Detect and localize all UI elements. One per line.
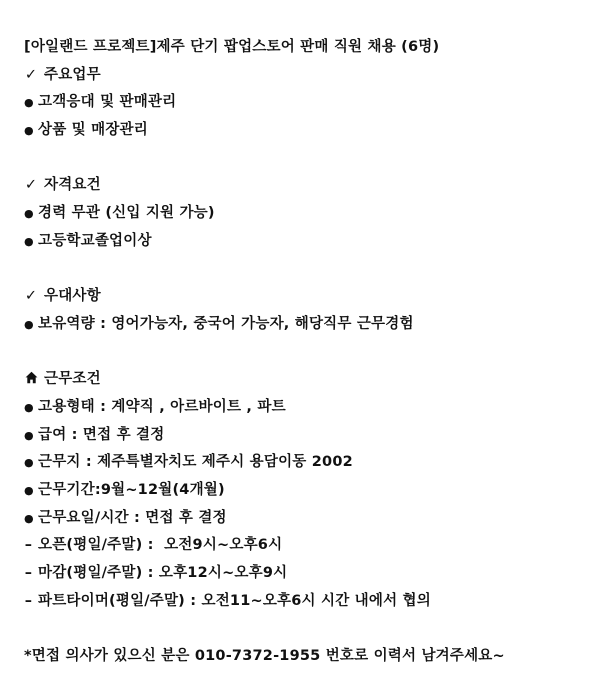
list-item-text: 고용형태 : 계약직 , 아르바이트 , 파트: [38, 398, 286, 415]
list-item-text: 근무요일/시간 : 면접 후 결정: [38, 509, 227, 526]
check-icon: ✓: [24, 288, 38, 305]
spacer: [24, 615, 580, 643]
sub-list-item-text: 마감(평일/주말) : 오후12시~오후9시: [38, 565, 288, 582]
check-icon: ✓: [24, 177, 38, 194]
list-item: [24, 117, 580, 145]
list-item: [24, 477, 580, 505]
list-item-text: 상품 및 매장관리: [38, 122, 148, 139]
sub-list-item: [24, 560, 580, 588]
section-heading-label: 우대사항: [44, 288, 101, 305]
bullet-icon: ●: [24, 207, 34, 221]
section-heading-qualifications: [24, 172, 580, 200]
bullet-icon: ●: [24, 456, 34, 470]
bullet-icon: ●: [24, 234, 34, 248]
spacer: [24, 339, 580, 367]
section-heading-conditions: [24, 366, 580, 394]
list-item: [24, 228, 580, 256]
bullet-icon: ●: [24, 511, 34, 525]
list-item-text: 경력 무관 (신입 지원 가능): [38, 205, 215, 222]
section-heading-preferences: [24, 283, 580, 311]
spacer: [24, 145, 580, 173]
bullet-icon: ●: [24, 124, 34, 138]
dash-icon: –: [24, 537, 33, 554]
list-item: [24, 311, 580, 339]
list-item-text: 급여 : 면접 후 결정: [38, 426, 165, 443]
list-item-text: 보유역량 : 영어가능자, 중국어 가능자, 해당직무 근무경험: [38, 315, 414, 332]
list-item: [24, 449, 580, 477]
sub-list-item-text: 오픈(평일/주말) : 오전9시~오후6시: [38, 537, 283, 554]
bullet-icon: ●: [24, 484, 34, 497]
check-icon: ✓: [24, 66, 38, 83]
section-heading-label: 자격요건: [44, 177, 101, 194]
list-item-text: 고등학교졸업이상: [38, 232, 152, 249]
sub-list-item-text: 파트타이머(평일/주말) : 오전11~오후6시 시간 내에서 협의: [38, 592, 431, 609]
list-item: [24, 200, 580, 228]
posting-title: [아일랜드 프로젝트]제주 단기 팝업스토어 판매 직원 채용 (6명): [24, 39, 440, 55]
bullet-icon: ●: [24, 96, 34, 110]
footer-note: *면접 의사가 있으신 분은 010-7372-1955 번호로 이력서 남겨주세요~: [24, 648, 505, 665]
section-heading-duties: [24, 62, 580, 90]
bullet-icon: ●: [24, 428, 34, 442]
sub-list-item: [24, 588, 580, 616]
spacer: [24, 256, 580, 284]
sub-list-item: [24, 532, 580, 560]
list-item-text: 고객응대 및 판매관리: [38, 94, 177, 111]
list-item: [24, 505, 580, 533]
home-icon: [24, 366, 38, 394]
list-item: [24, 422, 580, 450]
dash-icon: –: [24, 565, 33, 582]
list-item-text: 근무기간:9월~12월(4개월): [38, 482, 225, 498]
job-posting: [24, 34, 580, 671]
section-heading-label: 근무조건: [44, 371, 101, 388]
bullet-icon: ●: [24, 317, 34, 331]
section-heading-label: 주요업무: [44, 66, 101, 83]
list-item-text: 근무지 : 제주특별자치도 제주시 용담이동 2002: [38, 454, 353, 471]
bullet-icon: ●: [24, 400, 34, 414]
list-item: [24, 394, 580, 422]
list-item: [24, 89, 580, 117]
dash-icon: –: [24, 592, 33, 609]
